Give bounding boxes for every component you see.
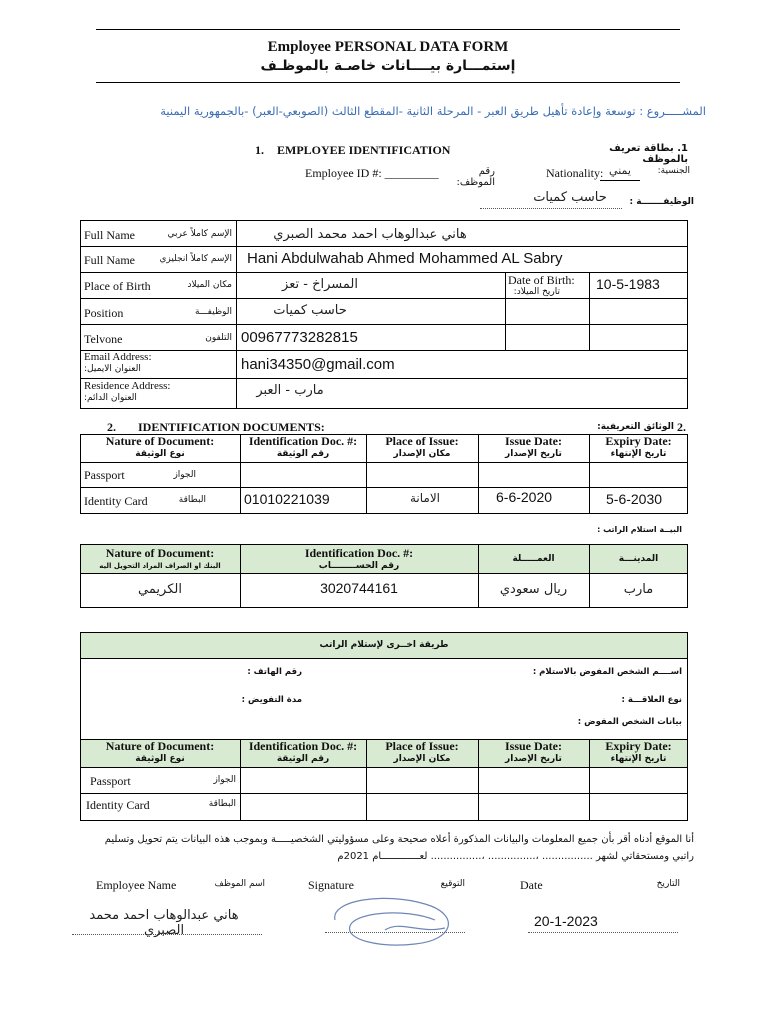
- alt-col-docnum: Identification Doc. #: رقم الوثيقة: [248, 739, 358, 764]
- salary-header-account: Identification Doc. #: رقم الحســــــــاب: [304, 546, 414, 571]
- section2-title-ar: الوثائق التعريفية:: [597, 422, 674, 432]
- title-rule: [96, 82, 680, 83]
- nationality-label: Nationality:: [546, 166, 604, 180]
- col-header-place: Place of Issue: مكان الإصدار: [385, 434, 459, 459]
- salary-account-value: 3020744161: [320, 580, 398, 596]
- date-label: Date: [520, 878, 543, 892]
- delegate-phone-label: رقم الهاتف :: [247, 667, 302, 677]
- idcard-number: 01010221039: [244, 491, 330, 507]
- date-value: 20-1-2023: [534, 913, 598, 929]
- declaration-line2: راتبي ومستحقاتي لشهر ................ ،............... ،................ لعـــــــــــــام 2021م: [337, 851, 694, 862]
- section2-num-right: 2.: [677, 420, 686, 434]
- doc-row-passport: Passport: [84, 468, 125, 482]
- employee-name-label-ar: اسم الموظف: [214, 879, 265, 889]
- alt-row-passport: Passport: [90, 774, 131, 788]
- alt-method-title: طريقة اخــرى لإستلام الراتب: [319, 640, 449, 650]
- employee-id-label: Employee ID #: _________: [305, 166, 439, 180]
- col-header-docnum: Identification Doc. #: رقم الوثيقة: [248, 434, 358, 459]
- fullname-english-value: Hani Abdulwahab Ahmed Mohammed AL Sabry: [247, 250, 563, 267]
- idcard-expiry: 5-6-2030: [606, 491, 663, 507]
- signature-scribble: [325, 890, 465, 952]
- salary-city-value: مارب: [623, 582, 654, 597]
- job-dots: [480, 208, 622, 209]
- declaration-line1: أنا الموقع أدناه أقر بأن جميع المعلومات والبيانات المذكورة أعلاه صحيحة وعلى مسؤوليتي الشخصيـــــة وبموجب هذه البيانات يتم تحويل وتسليم: [104, 834, 694, 845]
- form-title-en: Employee PERSONAL DATA FORM: [267, 39, 509, 55]
- fullname-arabic-value: هاني عبدالوهاب احمد محمد الصبري: [273, 227, 467, 242]
- col-header-nature: Nature of Document: نوع الوثيقة: [105, 434, 215, 459]
- row-label-position: Position: [84, 306, 124, 320]
- date-label-ar: التاريخ: [656, 879, 680, 889]
- idcard-place: الامانة: [409, 491, 441, 505]
- dob-label: Date of Birth:: [508, 273, 575, 287]
- address-value: مارب - العبر: [256, 383, 324, 398]
- row-label-fullname-en: Full Name: [84, 253, 135, 267]
- delegate-data-label: بيانات الشخص المفوض :: [577, 717, 682, 727]
- employee-id-label-ar: رقم الموظف:: [456, 166, 495, 188]
- job-label-ar: الوظيفـــــــة :: [629, 197, 694, 207]
- section1-title: EMPLOYEE IDENTIFICATION: [277, 143, 451, 157]
- birthplace-value: المسراخ - تعز: [282, 277, 358, 292]
- salary-bank-value: الكريمي: [138, 582, 182, 597]
- col-header-issue: Issue Date: تاريخ الإصدار: [505, 434, 562, 459]
- nationality-value: يمني: [609, 164, 631, 177]
- row-label-email: Email Address:: [84, 351, 152, 363]
- name-dots: [72, 934, 262, 935]
- position-value: حاسب كميات: [273, 303, 347, 318]
- alt-row-idcard: Identity Card: [86, 798, 150, 812]
- salary-header-city: المدينـــة: [618, 554, 659, 564]
- date-dots: [528, 932, 678, 933]
- delegate-name-label: اســــم الشخص المفوض بالاستلام :: [532, 667, 682, 677]
- nationality-label-ar: الجنسية:: [657, 166, 690, 176]
- alt-col-nature: Nature of Document: نوع الوثيقة: [105, 739, 215, 764]
- email-value: hani34350@gmail.com: [241, 356, 395, 373]
- row-label-address: Residence Address:: [84, 380, 171, 392]
- row-label-fullname-ar: Full Name: [84, 228, 135, 242]
- section1-num: 1.: [255, 143, 264, 157]
- signature-dots: [325, 932, 465, 933]
- section2-num: 2.: [107, 420, 116, 434]
- top-rule: [96, 29, 680, 30]
- project-line: المشـــــروع : توسعة وإعادة تأهيل طريق العبر - المرحلة الثانية -المقطع الثالث (الصوبعي-العبر) -بالجمهورية اليمنية: [160, 104, 706, 118]
- employee-name-value: هاني عبدالوهاب احمد محمد الصبري: [89, 908, 239, 938]
- dob-value: 10-5-1983: [596, 276, 660, 292]
- salary-header-bank: Nature of Document: البنك او الصراف المراد التحويل اليه: [99, 546, 221, 570]
- job-value: حاسب كميات: [533, 190, 607, 205]
- section2-title: IDENTIFICATION DOCUMENTS:: [138, 420, 325, 434]
- signature-label: Signature: [308, 878, 354, 892]
- signature-label-ar: التوقيع: [440, 879, 465, 889]
- alt-col-place: Place of Issue: مكان الإصدار: [385, 739, 459, 764]
- delegation-period-label: مدة التفويض :: [241, 695, 302, 705]
- form-title-ar: إستمـــارة بيــــانات خاصـة بالموظـف: [260, 58, 516, 74]
- employee-name-label: Employee Name: [96, 878, 177, 892]
- section1-title-ar: 1. بطاقة تعريف بالموظف: [609, 143, 688, 165]
- alt-col-issue: Issue Date: تاريخ الإصدار: [505, 739, 562, 764]
- nationality-underline: [600, 180, 640, 181]
- row-label-phone: Telvone: [84, 332, 123, 346]
- alt-col-expiry: Expiry Date: تاريخ الإنتهاء: [605, 739, 672, 764]
- salary-header-currency: العمـــــلة: [512, 554, 555, 564]
- col-header-expiry: Expiry Date: تاريخ الإنتهاء: [605, 434, 672, 459]
- idcard-issue: 6-6-2020: [496, 489, 553, 505]
- salary-currency-value: ريال سعودي: [499, 582, 568, 597]
- row-label-birthplace: Place of Birth: [84, 279, 151, 293]
- doc-row-idcard: Identity Card: [84, 494, 148, 508]
- relation-label: نوع العلاقـــة :: [621, 695, 682, 705]
- phone-value: 00967773282815: [241, 329, 358, 346]
- salary-caption: البيــة استلام الراتب :: [597, 525, 682, 534]
